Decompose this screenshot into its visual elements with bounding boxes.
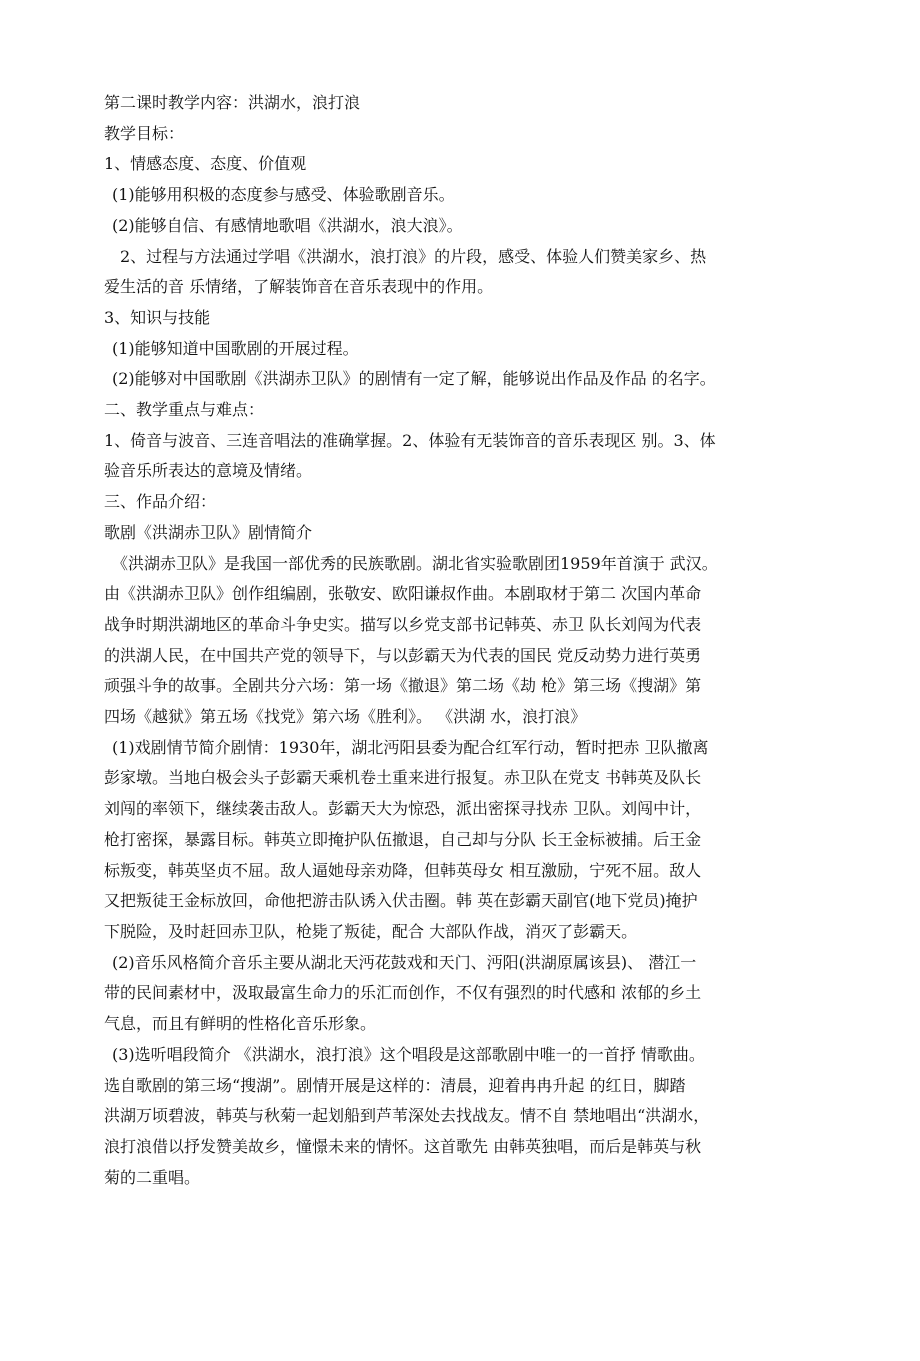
text-line: (2)音乐风格简介音乐主要从湖北天沔花鼓戏和天门、沔阳(洪湖原属该县)、 潜江一	[112, 952, 697, 972]
text-line: 的洪湖人民，在中国共产党的领导下，与以彭霸天为代表的国民 党反动势力进行英勇	[104, 645, 702, 665]
text-line: (1)能够用积极的态度参与感受、体验歌剧音乐。	[112, 185, 455, 205]
text-line: 气息，而且有鲜明的性格化音乐形象。	[104, 1014, 377, 1034]
text-line: 战争时期洪湖地区的革命斗争史实。描写以乡党支部书记韩英、赤卫 队长刘闯为代表	[104, 614, 702, 634]
text-line: 1、倚音与波音、三连音唱法的准确掌握。2、体验有无装饰音的音乐表现区 别。3、体	[104, 430, 716, 450]
text-line: 浪打浪借以抒发赞美故乡，憧憬未来的情怀。这首歌先 由韩英独唱，而后是韩英与秋	[104, 1136, 702, 1156]
document-body	[104, 88, 824, 1193]
text-line: 标叛变，韩英坚贞不屈。敌人逼她母亲劝降，但韩英母女 相互激励，宁死不屈。敌人	[104, 860, 702, 880]
text-line: (2)能够自信、有感情地歌唱《洪湖水，浪大浪》。	[112, 215, 463, 235]
text-line: (1)戏剧情节简介剧情：1930年，湖北沔阳县委为配合红军行动，暂时把赤 卫队撤离	[112, 737, 709, 757]
text-line: 洪湖万顷碧波，韩英与秋菊一起划船到芦苇深处去找战友。情不自 禁地唱出“洪湖水，	[104, 1106, 710, 1126]
text-line: 1、情感态度、态度、价值观	[104, 154, 307, 174]
text-line: 四场《越狱》第五场《找党》第六场《胜利》。 《洪湖 水，浪打浪》	[104, 707, 587, 727]
text-line: 带的民间素材中，汲取最富生命力的乐汇而创作，不仅有强烈的时代感和 浓郁的乡土	[104, 983, 702, 1003]
text-line: 爱生活的音 乐情绪，了解装饰音在音乐表现中的作用。	[104, 277, 494, 297]
text-line: 三、作品介绍：	[104, 492, 217, 512]
text-line: (1)能够知道中国歌剧的开展过程。	[112, 338, 359, 358]
text-line: 刘闯的率领下，继续袭击敌人。彭霸天大为惊恐，派出密探寻找赤 卫队。刘闯中计，	[104, 799, 702, 819]
text-line: 顽强斗争的故事。全剧共分六场：第一场《撤退》第二场《劫 枪》第三场《搜湖》第	[104, 676, 702, 696]
text-line: (2)能够对中国歌剧《洪湖赤卫队》的剧情有一定了解，能够说出作品及作品 的名字。	[112, 369, 716, 389]
text-line: 菊的二重唱。	[104, 1167, 201, 1187]
text-line: 彭家墩。当地白极会头子彭霸天乘机卷土重来进行报复。赤卫队在党支 书韩英及队长	[104, 768, 702, 788]
text-line: 第二课时教学内容：洪湖水，浪打浪	[104, 93, 361, 112]
text-line: (3)选听唱段简介 《洪湖水，浪打浪》这个唱段是这部歌剧中唯一的一首抒 情歌曲。	[112, 1044, 705, 1064]
text-line: 选自歌剧的第三场“搜湖”。剧情开展是这样的：清晨，迎着冉冉升起 的红日，脚踏	[104, 1075, 686, 1095]
text-line: 又把叛徒王金标放回，命他把游击队诱入伏击圈。韩 英在彭霸天副官(地下党员)掩护	[104, 891, 698, 911]
text-line: 3、知识与技能	[104, 307, 211, 327]
text-line: 《洪湖赤卫队》是我国一部优秀的民族歌剧。湖北省实验歌剧团1959年首演于 武汉。	[112, 553, 718, 573]
text-line: 教学目标：	[104, 123, 185, 143]
text-line: 二、教学重点与难点：	[104, 400, 265, 420]
text-line: 2、过程与方法通过学唱《洪湖水，浪打浪》的片段，感受、体验人们赞美家乡、热	[120, 246, 707, 266]
text-line: 下脱险，及时赶回赤卫队，枪毙了叛徒，配合 大部队作战，消灭了彭霸天。	[104, 921, 638, 941]
text-line: 验音乐所表达的意境及情绪。	[104, 461, 313, 481]
text-line: 枪打密探，暴露目标。韩英立即掩护队伍撤退，自己却与分队 长王金标被捕。后王金	[104, 829, 702, 849]
text-line: 由《洪湖赤卫队》创作组编剧，张敬安、欧阳谦叔作曲。本剧取材于第二 次国内革命	[104, 584, 702, 604]
text-line: 歌剧《洪湖赤卫队》剧情简介	[104, 522, 313, 542]
